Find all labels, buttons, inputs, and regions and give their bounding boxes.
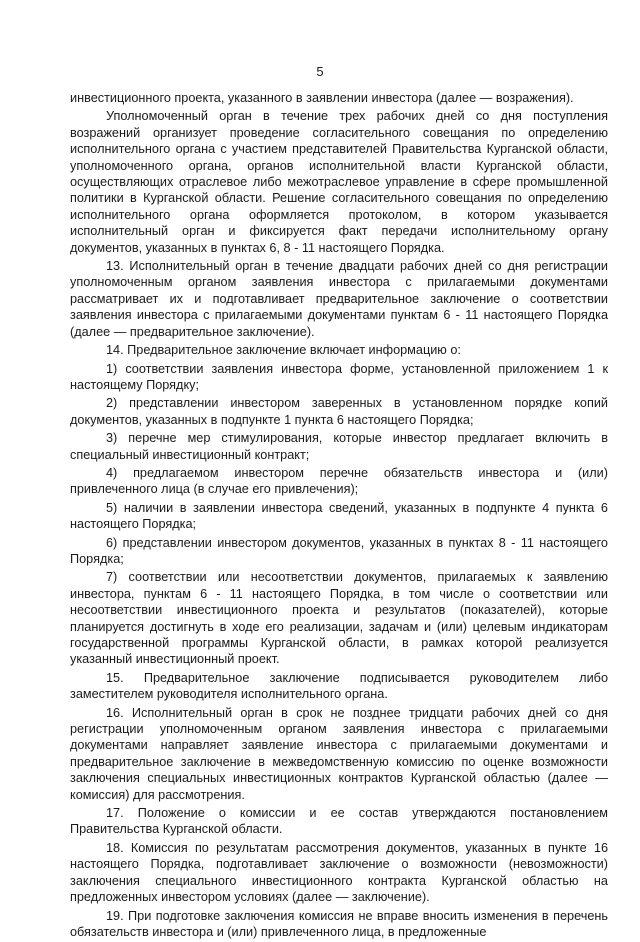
paragraph: 6) представлении инвестором документов, указанных в пунктах 8 - 11 настоящего Порядка;: [70, 535, 608, 566]
paragraph: 15. Предварительное заключение подписывается руководителем либо заместителем руководителя исполнительного органа.: [70, 670, 608, 702]
paragraph: 18. Комиссия по результатам рассмотрения документов, указанных в пункте 16 настоящего Порядка, подготавливает заключение о возможности (невозможности) заключения специального инвестиционного контракта Курганской областью на предложенных инвестором условиях (далее — заключение).: [70, 840, 608, 905]
paragraph: 7) соответствии или несоответствии документов, прилагаемых к заявлению инвестора, пунктам 6 - 11 настоящего Порядка, в том числе о соответствии или несоответствии инвестиционного проекта и результатов (показателей), которые планируется достигнуть в ходе его реализации, задачам и (или) целевым индикаторам государственной программы Курганской области, в рамках которой реализуется указанный инвестиционный проект.: [70, 570, 608, 667]
paragraph: 5) наличии в заявлении инвестора сведений, указанных в подпункте 4 пункта 6 настоящего Порядка;: [70, 500, 608, 532]
document-body: [70, 90, 608, 942]
paragraph: 2) представлении инвестором заверенных в установленном порядке копий документов, указанных в подпункте 1 пункта 6 настоящего Порядка;: [70, 396, 608, 427]
paragraph: 3) перечне мер стимулирования, которые инвестор предлагает включить в специальный инвестиционный контракт;: [70, 431, 608, 462]
paragraph: Уполномоченный орган в течение трех рабочих дней со дня поступления возражений организует проведение согласительного совещания по определению исполнительного органа с участием представителей Правительства Курганской области, уполномоченного органа, органов исполнительной власти Курганской области, осуществляющих отраслевое либо межотраслевое управление в сфере промышленной политики в Курганской области. Решение согласительного совещания по определению исполнительного органа оформляется протоколом, в котором указывается исполнительный орган и фиксируется факт передачи исполнительному органу документов, указанных в пунктах 6, 8 - 11 настоящего Порядка.: [70, 109, 608, 255]
paragraph: 17. Положение о комиссии и ее состав утверждаются постановлением Правительства Курганской области.: [70, 806, 608, 837]
paragraph: 16. Исполнительный орган в срок не позднее тридцати рабочих дней со дня регистрации уполномоченным органом заявления инвестора с прилагаемыми документами направляет заявление инвестора с прилагаемыми документами и предварительное заключение в межведомственную комиссию по оценке возможности заключения специальных инвестиционных контрактов Курганской областью (далее — комиссия) для рассмотрения.: [70, 705, 608, 802]
paragraph: инвестиционного проекта, указанного в заявлении инвестора (далее — возражения).: [70, 91, 574, 105]
paragraph: 13. Исполнительный орган в течение двадцати рабочих дней со дня регистрации уполномоченным органом заявления инвестора с прилагаемыми документами рассматривает их и подготавливает предварительное заключение о соответствии заявления инвестора с прилагаемыми документами пунктам 6 - 11 настоящего Порядка (далее — предварительное заключение).: [70, 259, 608, 339]
page-number: 5: [316, 64, 324, 79]
paragraph: 14. Предварительное заключение включает информацию о:: [106, 343, 461, 358]
paragraph: 4) предлагаемом инвестором перечне обязательств инвестора и (или) привлеченного лица (в случае его привлечения);: [70, 465, 608, 497]
paragraph: 1) соответствии заявления инвестора форме, установленной приложением 1 к настоящему Порядку;: [70, 361, 608, 392]
paragraph: 19. При подготовке заключения комиссия не вправе вносить изменения в перечень обязательств инвестора и (или) привлеченного лица, в предложенные: [70, 908, 608, 939]
